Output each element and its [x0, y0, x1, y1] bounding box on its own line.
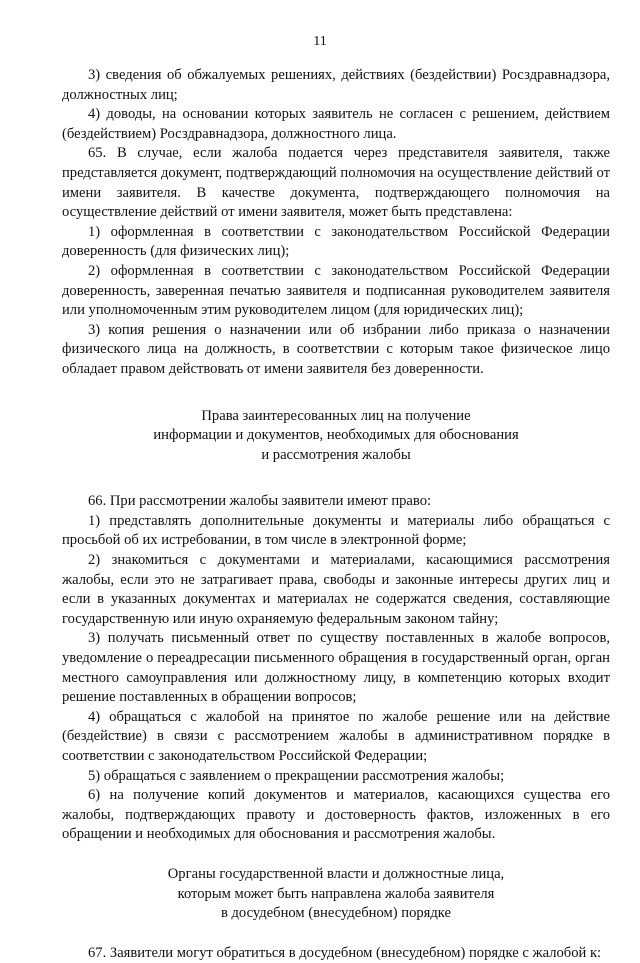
paragraph: 65. В случае, если жалоба подается через представителя заявителя, также представляется документ, подтверждающий полномочия на осуществление действий от имени заявителя. В качестве документа, подтверждающего полномочия на осуществление действий от имени заявителя, может быть представлена: — [62, 145, 610, 221]
paragraph: 5) обращаться с заявлением о прекращении рассмотрения жалобы; — [88, 767, 505, 784]
paragraph: 3) сведения об обжалуемых решениях, действиях (бездействии) Росздравнадзора, должностных лиц; — [62, 67, 610, 103]
document-body — [62, 66, 610, 963]
heading-line: Органы государственной власти и должностные лица, — [167, 865, 505, 882]
heading-line: в досудебном (внесудебном) порядке — [220, 905, 452, 922]
paragraph: 3) копия решения о назначении или об избрании либо приказа о назначении физического лица на должность, в соответствии с которым такое физическое лицо обладает правом действовать от имени заявителя без доверенности. — [62, 321, 610, 377]
paragraph: 1) оформленная в соответствии с законодательством Российской Федерации доверенность (для физических лиц); — [62, 223, 610, 260]
section-heading-authorities — [62, 865, 610, 924]
page-number: 11 — [313, 34, 327, 49]
heading-line: Права заинтересованных лиц на получение — [201, 407, 471, 424]
paragraph: 2) оформленная в соответствии с законодательством Российской Федерации доверенность, заверенная печатью заявителя и подписанная руководителем заявителя или уполномоченным этим руководителем лицом (для юридических лиц); — [62, 262, 610, 319]
paragraph: 6) на получение копий документов и материалов, касающихся существа его жалобы, подтверждающих правоту и достоверность фактов, изложенных в его обращении и необходимых для обоснования и рассмотрения жалобы. — [62, 787, 610, 843]
heading-line: которым может быть направлена жалоба заявителя — [177, 885, 495, 902]
paragraph: 66. При рассмотрении жалобы заявители имеют право: — [88, 493, 432, 510]
paragraph: 4) обращаться с жалобой на принятое по жалобе решение или на действие (бездействие) в связи с рассмотрением жалобы в административном порядке в соответствии с законодательством Российской Федерации; — [62, 708, 610, 764]
heading-line: и рассмотрения жалобы — [261, 446, 411, 463]
section-heading-rights — [62, 407, 610, 466]
paragraph: 3) получать письменный ответ по существу поставленных в жалобе вопросов, уведомление о переадресации письменного обращения в государственный орган, орган местного самоуправления или должностному лицу, в компетенцию которых входит решение поставленных в обращении вопросов; — [62, 630, 610, 706]
heading-line: информации и документов, необходимых для обоснования — [153, 427, 519, 444]
paragraph: 67. Заявители могут обратиться в досудебном (внесудебном) порядке с жалобой к: — [88, 944, 602, 961]
paragraph: 4) доводы, на основании которых заявитель не согласен с решением, действием (бездействием) Росздравнадзора, должностного лица. — [62, 106, 610, 142]
paragraph: 2) знакомиться с документами и материалами, касающимися рассмотрения жалобы, если это не затрагивает права, свободы и законные интересы других лиц и если в указанных документах и материалах не содержатся сведения, составляющие государственную или иную охраняемую федеральным законом тайну; — [62, 552, 610, 627]
paragraph: 1) представлять дополнительные документы и материалы либо обращаться с просьбой об их истребовании, в том числе в электронной форме; — [62, 512, 610, 549]
